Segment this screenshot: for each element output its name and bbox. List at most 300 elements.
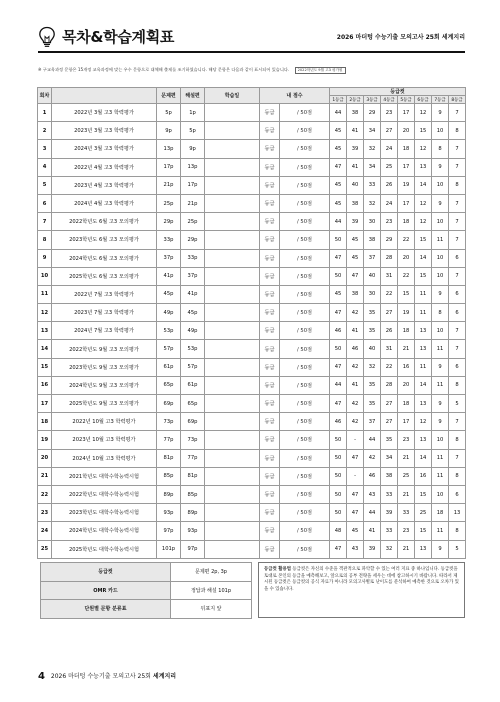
row-number: 23 [38,504,52,522]
score-field[interactable]: / 50점 [280,395,330,413]
cutoff-grade-2: 40 [347,176,364,194]
info-row [41,600,252,619]
cutoff-grade-8: 8 [449,122,466,140]
answer-page: 69p [181,413,205,431]
table-row [38,194,466,212]
score-field[interactable]: / 50점 [280,140,330,158]
guide-text: 등급컷은 자신의 수준을 객관적으로 파악할 수 있는 여러 지표 중 하나입니다. 등급컷을 토대로 본인의 등급을 예측해보고, 앞으로의 공부 전략을 세우는 데에 참고하시기 바랍니다. 따라서 제시된 등급컷은 등급컷의 공식 자료가 아니라 모의고사별로 난이도를 분석하여 예측한 것으로 오차가 있을 수 있습니다. [264,567,459,592]
row-number: 24 [38,522,52,540]
cutoff-grade-7: 11 [432,522,449,540]
exam-name: 2022학년도 6월 고3 모의평가 [52,213,157,231]
cutoff-grade-5: 21 [398,485,415,503]
exam-name: 2021학년도 대학수학능력시험 [52,467,157,485]
study-date-field[interactable] [205,231,260,249]
cutoff-grade-8: 7 [449,140,466,158]
score-field[interactable]: / 50점 [280,122,330,140]
cutoff-grade-5: 17 [398,194,415,212]
cutoff-grade-8: 8 [449,376,466,394]
cutoff-grade-3: 43 [364,485,381,503]
table-row [38,213,466,231]
score-field[interactable]: / 50점 [280,340,330,358]
cutoff-grade-1: 44 [330,104,347,122]
problem-page: 97p [157,522,181,540]
table-row [38,176,466,194]
cutoff-grade-7: 8 [432,304,449,322]
cutoff-grade-5: 19 [398,176,415,194]
score-field[interactable]: / 50점 [280,249,330,267]
cutoff-grade-8: 7 [449,104,466,122]
cutoff-grade-8: 7 [449,322,466,340]
cutoff-grade-5: 21 [398,540,415,558]
cutoff-grade-5: 19 [398,304,415,322]
score-field[interactable]: / 50점 [280,213,330,231]
cutoff-grade-5: 22 [398,267,415,285]
problem-page: 69p [157,395,181,413]
lightbulb-icon [38,26,56,48]
footer-book: 2026 마더텅 수능기출 모의고사 25회 [50,673,151,680]
cutoff-grade-6: 13 [415,340,432,358]
cutoff-grade-2: 42 [347,304,364,322]
cutoff-grade-7: 10 [432,267,449,285]
row-number: 11 [38,285,52,303]
study-date-field[interactable] [205,285,260,303]
cutoff-grade-7: 10 [432,122,449,140]
row-number: 14 [38,340,52,358]
exam-name: 2022년 4월 고3 학력평가 [52,158,157,176]
cutoff-grade-5: 17 [398,104,415,122]
cutoff-grade-3: 29 [364,104,381,122]
exam-name: 2023년 10월 고3 학력평가 [52,431,157,449]
table-row [38,413,466,431]
answer-page: 21p [181,194,205,212]
exam-name: 2022학년도 9월 고3 모의평가 [52,340,157,358]
cutoff-grade-7: 10 [432,176,449,194]
page-title: 목차&학습계획표 [62,28,175,46]
cutoff-grade-3: 37 [364,249,381,267]
exam-name: 2023학년도 6월 고3 모의평가 [52,231,157,249]
table-row [38,304,466,322]
cutoff-grade-6: 13 [415,540,432,558]
cutoff-grade-5: 33 [398,504,415,522]
answer-page: 89p [181,504,205,522]
score-field[interactable]: / 50점 [280,467,330,485]
notice-text: ※ 구교육과정 문항은 15개정 교육과정에 맞는 우수 문항으로 대체해 출제를 조기하였습니다. 해당 문항은 다음과 같이 표시되어 있습니다. [38,67,290,72]
study-date-field[interactable] [205,249,260,267]
cutoff-grade-5: 17 [398,413,415,431]
problem-page: 21p [157,176,181,194]
table-row [38,504,466,522]
study-date-field[interactable] [205,358,260,376]
grade-label: 등급 [260,176,280,194]
cutoff-grade-1: 44 [330,376,347,394]
cutoff-grade-2: 47 [347,485,364,503]
cutoff-grade-7: 18 [432,504,449,522]
cutoff-grade-3: 42 [364,449,381,467]
cutoff-grade-3: 44 [364,504,381,522]
header-problem-page: 문제편 [157,88,181,104]
cutoff-grade-3: 30 [364,285,381,303]
cutoff-grade-1: 45 [330,285,347,303]
study-date-field[interactable] [205,522,260,540]
study-date-field[interactable] [205,194,260,212]
study-date-field[interactable] [205,395,260,413]
cutoff-grade-7: 9 [432,194,449,212]
problem-page: 13p [157,140,181,158]
score-field[interactable]: / 50점 [280,449,330,467]
cutoff-grade-3: 35 [364,322,381,340]
cutoff-grade-1: 45 [330,194,347,212]
table-row [38,322,466,340]
cutoff-grade-2: 45 [347,249,364,267]
cutoff-grade-6: 14 [415,449,432,467]
exam-name: 2025학년도 대학수학능력시험 [52,540,157,558]
cutoff-grade-6: 15 [415,485,432,503]
cutoff-grade-7: 10 [432,431,449,449]
exam-name: 2024학년도 9월 고3 모의평가 [52,376,157,394]
cutoff-grade-2: 38 [347,104,364,122]
score-field[interactable]: / 50점 [280,413,330,431]
answer-page: 73p [181,431,205,449]
grade-label: 등급 [260,213,280,231]
cutoff-grade-5: 15 [398,285,415,303]
row-number: 10 [38,267,52,285]
table-row [38,376,466,394]
cutoff-grade-5: 18 [398,395,415,413]
study-date-field[interactable] [205,449,260,467]
score-field[interactable]: / 50점 [280,267,330,285]
cutoff-grade-4: 27 [381,413,398,431]
problem-page: 53p [157,322,181,340]
study-date-field[interactable] [205,176,260,194]
cutoff-grade-7: 9 [432,158,449,176]
cutoff-grade-7: 11 [432,376,449,394]
problem-page: 101p [157,540,181,558]
score-field[interactable]: / 50점 [280,431,330,449]
score-field[interactable]: / 50점 [280,285,330,303]
answer-page: 29p [181,231,205,249]
answer-page: 13p [181,158,205,176]
cutoff-grade-5: 21 [398,340,415,358]
score-field[interactable]: / 50점 [280,504,330,522]
header-cutoff: 등급컷 [330,88,466,96]
info-row [41,563,252,582]
score-field[interactable]: / 50점 [280,104,330,122]
cutoff-grade-4: 27 [381,395,398,413]
study-date-field[interactable] [205,504,260,522]
study-plan-table [37,87,466,559]
cutoff-grade-4: 22 [381,285,398,303]
cutoff-grade-6: 12 [415,104,432,122]
cutoff-grade-7: 9 [432,285,449,303]
cutoff-grade-5: 21 [398,449,415,467]
cutoff-grade-4: 26 [381,322,398,340]
study-date-field[interactable] [205,485,260,503]
cutoff-grade-6: 11 [415,358,432,376]
header-answer-page: 해설편 [181,88,205,104]
score-field[interactable]: / 50점 [280,522,330,540]
header-grade-2: 2등급 [347,96,364,104]
study-date-field[interactable] [205,304,260,322]
cutoff-grade-6: 14 [415,249,432,267]
cutoff-grade-4: 34 [381,449,398,467]
answer-page: 1p [181,104,205,122]
score-field[interactable]: / 50점 [280,540,330,558]
info-label: 등급컷 [41,563,171,582]
table-row [38,249,466,267]
cutoff-grade-1: 46 [330,322,347,340]
grade-label: 등급 [260,540,280,558]
score-field[interactable]: / 50점 [280,304,330,322]
exam-name: 2025학년도 9월 고3 모의평가 [52,395,157,413]
cutoff-grade-4: 23 [381,104,398,122]
score-field[interactable]: / 50점 [280,176,330,194]
cutoff-grade-1: 47 [330,304,347,322]
cutoff-grade-7: 11 [432,231,449,249]
cutoff-grade-6: 12 [415,140,432,158]
exam-name: 2024년 3월 고3 학력평가 [52,140,157,158]
cutoff-grade-8: 5 [449,540,466,558]
cutoff-grade-8: 8 [449,431,466,449]
cutoff-grade-2: 41 [347,158,364,176]
row-number: 20 [38,449,52,467]
grade-label: 등급 [260,304,280,322]
study-date-field[interactable] [205,322,260,340]
grade-label: 등급 [260,358,280,376]
table-row [38,104,466,122]
study-date-field[interactable] [205,467,260,485]
header-grade-7: 7등급 [432,96,449,104]
score-field[interactable]: / 50점 [280,231,330,249]
cutoff-grade-6: 15 [415,231,432,249]
cutoff-grade-4: 28 [381,249,398,267]
cutoff-grade-5: 23 [398,431,415,449]
info-value: 정답과 해설 101p [171,581,252,600]
cutoff-grade-5: 17 [398,158,415,176]
exam-name: 2023학년도 대학수학능력시험 [52,504,157,522]
cutoff-grade-8: 8 [449,467,466,485]
cutoff-grade-3: 46 [364,467,381,485]
answer-page: 17p [181,176,205,194]
score-field[interactable]: / 50점 [280,358,330,376]
grade-label: 등급 [260,485,280,503]
cutoff-grade-4: 26 [381,176,398,194]
cutoff-grade-3: 40 [364,267,381,285]
study-date-field[interactable] [205,376,260,394]
problem-page: 45p [157,285,181,303]
cutoff-grade-4: 22 [381,358,398,376]
cutoff-grade-7: 10 [432,322,449,340]
problem-page: 9p [157,122,181,140]
answer-page: 37p [181,267,205,285]
study-date-field[interactable] [205,158,260,176]
study-date-field[interactable] [205,213,260,231]
row-number: 5 [38,176,52,194]
cutoff-grade-1: 50 [330,267,347,285]
answer-page: 93p [181,522,205,540]
cutoff-grade-2: 42 [347,413,364,431]
table-row [38,158,466,176]
table-row [38,522,466,540]
cutoff-grade-1: 45 [330,176,347,194]
grade-label: 등급 [260,122,280,140]
table-row [38,140,466,158]
exam-name: 2023학년도 9월 고3 모의평가 [52,358,157,376]
cutoff-grade-2: 39 [347,213,364,231]
cutoff-grade-1: 47 [330,158,347,176]
cutoff-grade-8: 7 [449,340,466,358]
grade-label: 등급 [260,322,280,340]
cutoff-grade-8: 8 [449,522,466,540]
row-number: 1 [38,104,52,122]
problem-page: 41p [157,267,181,285]
study-date-field[interactable] [205,104,260,122]
cutoff-grade-2: 42 [347,358,364,376]
cutoff-grade-2: 42 [347,395,364,413]
row-number: 19 [38,431,52,449]
cutoff-grade-6: 13 [415,395,432,413]
cutoff-grade-4: 25 [381,158,398,176]
problem-page: 77p [157,431,181,449]
answer-page: 85p [181,485,205,503]
exam-name: 2024년 7월 고3 학력평가 [52,322,157,340]
table-row [38,231,466,249]
study-date-field[interactable] [205,540,260,558]
header-grade-5: 5등급 [398,96,415,104]
page-number: 4 [38,671,45,682]
score-field[interactable]: / 50점 [280,322,330,340]
header-grade-4: 4등급 [381,96,398,104]
cutoff-grade-3: 41 [364,522,381,540]
cutoff-grade-3: 30 [364,213,381,231]
row-number: 9 [38,249,52,267]
cutoff-grade-2: 47 [347,504,364,522]
study-date-field[interactable] [205,340,260,358]
study-date-field[interactable] [205,431,260,449]
answer-page: 61p [181,376,205,394]
notice-mark: 2022학년도 9월 고3 평가원 [295,67,346,74]
grade-label: 등급 [260,449,280,467]
cutoff-grade-7: 9 [432,540,449,558]
header-name [52,88,157,104]
grade-label: 등급 [260,376,280,394]
table-row [38,540,466,558]
cutoff-grade-3: 32 [364,140,381,158]
score-field[interactable]: / 50점 [280,158,330,176]
cutoff-grade-6: 11 [415,304,432,322]
cutoff-grade-3: 35 [364,395,381,413]
cutoff-grade-4: 31 [381,340,398,358]
cutoff-grade-7: 9 [432,358,449,376]
cutoff-grade-7: 11 [432,340,449,358]
grade-label: 등급 [260,467,280,485]
cutoff-grade-8: 6 [449,304,466,322]
grade-label: 등급 [260,158,280,176]
cutoff-grade-8: 7 [449,267,466,285]
cutoff-grade-1: 50 [330,431,347,449]
cutoff-grade-8: 6 [449,485,466,503]
cutoff-grade-2: 38 [347,285,364,303]
exam-name: 2022년 10월 고3 학력평가 [52,413,157,431]
header-grade-8: 8등급 [449,96,466,104]
cutoff-grade-6: 15 [415,522,432,540]
cutoff-grade-8: 7 [449,449,466,467]
row-number: 6 [38,194,52,212]
answer-page: 97p [181,540,205,558]
cutoff-grade-2: 39 [347,140,364,158]
cutoff-grade-3: 32 [364,194,381,212]
answer-page: 5p [181,122,205,140]
answer-page: 45p [181,304,205,322]
cutoff-grade-1: 45 [330,122,347,140]
cutoff-grade-4: 24 [381,140,398,158]
cutoff-grade-8: 8 [449,176,466,194]
cutoff-grade-3: 33 [364,176,381,194]
cutoff-grade-2: 45 [347,522,364,540]
table-row [38,267,466,285]
cutoff-grade-4: 32 [381,540,398,558]
problem-page: 81p [157,449,181,467]
cutoff-grade-1: 48 [330,522,347,540]
grade-label: 등급 [260,104,280,122]
problem-page: 61p [157,358,181,376]
cutoff-grade-7: 11 [432,449,449,467]
study-date-field[interactable] [205,140,260,158]
cutoff-grade-1: 50 [330,504,347,522]
problem-page: 25p [157,194,181,212]
cutoff-grade-5: 20 [398,249,415,267]
cutoff-grade-8: 6 [449,285,466,303]
answer-page: 33p [181,249,205,267]
table-row [38,358,466,376]
problem-page: 33p [157,231,181,249]
problem-page: 5p [157,104,181,122]
study-date-field[interactable] [205,122,260,140]
page-header [38,24,465,52]
cutoff-grade-7: 10 [432,213,449,231]
cutoff-grade-8: 13 [449,504,466,522]
cutoff-grade-3: 38 [364,231,381,249]
cutoff-grade-6: 12 [415,213,432,231]
score-field[interactable]: / 50점 [280,194,330,212]
cutoff-grade-8: 7 [449,194,466,212]
grade-label: 등급 [260,231,280,249]
cutoff-grade-8: 7 [449,231,466,249]
cutoff-grade-4: 24 [381,194,398,212]
cutoff-grade-2: 46 [347,340,364,358]
cutoff-grade-5: 18 [398,213,415,231]
answer-page: 25p [181,213,205,231]
study-date-field[interactable] [205,267,260,285]
exam-name: 2025학년도 6월 고3 모의평가 [52,267,157,285]
grade-label: 등급 [260,267,280,285]
cutoff-grade-3: 35 [364,376,381,394]
cutoff-grade-7: 9 [432,413,449,431]
problem-page: 29p [157,213,181,231]
header-study-date: 학습일 [205,88,260,104]
score-field[interactable]: / 50점 [280,485,330,503]
cutoff-grade-1: 47 [330,395,347,413]
problem-page: 89p [157,485,181,503]
row-number: 22 [38,485,52,503]
notice [38,67,346,74]
score-field[interactable]: / 50점 [280,376,330,394]
cutoff-grade-8: 5 [449,395,466,413]
row-number: 16 [38,376,52,394]
grade-label: 등급 [260,413,280,431]
cutoff-grade-5: 18 [398,322,415,340]
study-date-field[interactable] [205,413,260,431]
cutoff-grade-8: 6 [449,358,466,376]
